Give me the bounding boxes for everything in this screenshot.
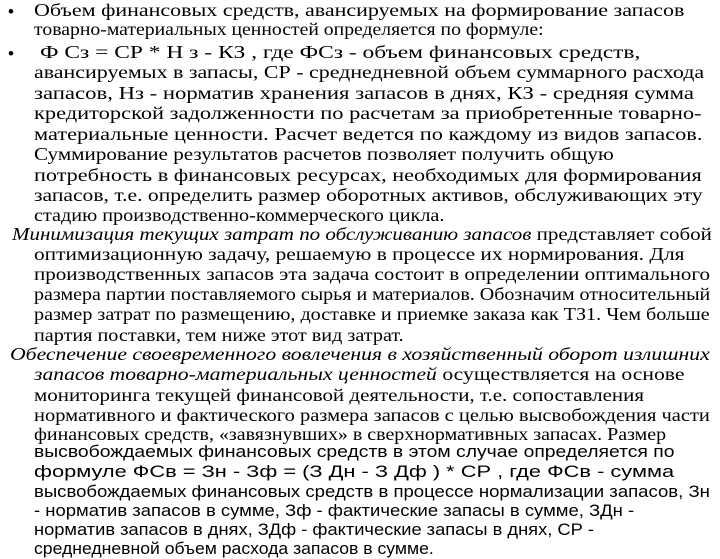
text-line [34,483,710,502]
text-line [34,145,614,164]
text-line [34,63,704,82]
text-line [34,386,644,405]
text-segment: - норматив запасов в сумме, Зф - фактические запасы в сумме, ЗДн - [34,502,635,520]
text-segment: представляет собой [531,224,712,244]
text-line [34,1,684,20]
italic-text: Обеспечение своевременного вовлечения в хозяйственный оборот излишних [10,344,710,364]
text-segment: производственных запасов эта задача состоит в определении оптимального [34,264,711,284]
text-segment: осуществляется на основе [436,364,685,384]
text-line [34,326,404,345]
text-line [34,206,444,225]
italic-text: Минимизация текущих затрат по обслуживанию запасов [12,224,532,244]
text-segment: запасов, т.е. определить размер оборотных активов, обслуживающих эту [34,185,703,205]
text-line [34,463,674,482]
bullet-2: • [8,44,14,63]
text-segment: финансовых средств, «завязнувших» в сверхнормативных запасах. Размер [34,424,667,444]
text-segment: Ф Сз = СР * Н з - КЗ , где ФСз - объем финансовых средств, [40,42,641,62]
text-segment: мониторинга текущей финансовой деятельности, т.е. сопоставления [34,385,645,405]
bullet-1: • [8,2,14,21]
text-line [40,43,640,62]
text-segment: норматив запасов в днях, ЗДф - фактические запасы в днях, СР - [34,521,594,539]
text-segment: партия поставки, тем ниже этот вид затрат. [34,325,404,345]
text-line [34,443,674,462]
text-line [34,265,710,284]
text-segment: стадию производственно-коммерческого цикла. [34,205,445,225]
text-line [34,245,684,264]
text-line [34,125,702,144]
text-segment: размера партии поставляемого сырья и материалов. Обозначим относительный [34,284,711,304]
text-line [34,406,710,425]
text-line [34,20,544,39]
text-segment: потребность в финансовых ресурсах, необходимых для формирования [34,165,702,185]
text-line [10,345,710,364]
text-segment: авансируемых в запасы, СР - среднедневной объем суммарного расхода [34,62,705,82]
text-line [34,186,703,205]
italic-text: запасов товарно-материальных ценностей [34,364,437,384]
text-segment: товарно-материальных ценностей определяется по формуле: [34,19,544,39]
text-segment: нормативного и фактического размера запасов с целью высвобождения части [34,405,710,425]
text-line [34,104,702,123]
text-line [34,365,685,384]
text-segment: формуле ФСв = Зн - Зф = (З Дн - З Дф ) * СР , где ФСв - сумма [34,463,675,481]
text-segment: оптимизационную задачу, решаемую в процессе их нормирования. Для [34,244,685,264]
text-segment: высвобождаемых финансовых средств в процессе нормализации запасов, Зн [34,483,710,501]
text-segment: запасов, Нз - норматив хранения запасов в днях, КЗ - средняя сумма [34,83,694,103]
text-line [34,305,710,324]
text-segment: высвобождаемых финансовых средств в этом случае определяется по [34,443,675,461]
text-line [34,502,634,521]
text-line [34,521,594,540]
text-segment: материальные ценности. Расчет ведется по каждому из видов запасов. [34,124,703,144]
text-line [34,285,710,304]
text-segment: кредиторской задолженности по расчетам за приобретенные товарно- [34,103,702,123]
text-line [34,84,694,103]
text-segment: размер затрат по размещению, доставке и приемке заказа как ТЗ1. Чем больше [34,304,710,324]
text-segment: Суммирование результатов расчетов позволяет получить общую [34,144,614,164]
text-line [34,166,702,185]
text-line [34,540,434,559]
text-segment: среднедневной объем расхода запасов в сумме. [34,540,434,558]
text-line [12,225,712,244]
text-line [34,425,666,444]
text-segment: Объем финансовых средств, авансируемых на формирование запасов [34,0,685,20]
